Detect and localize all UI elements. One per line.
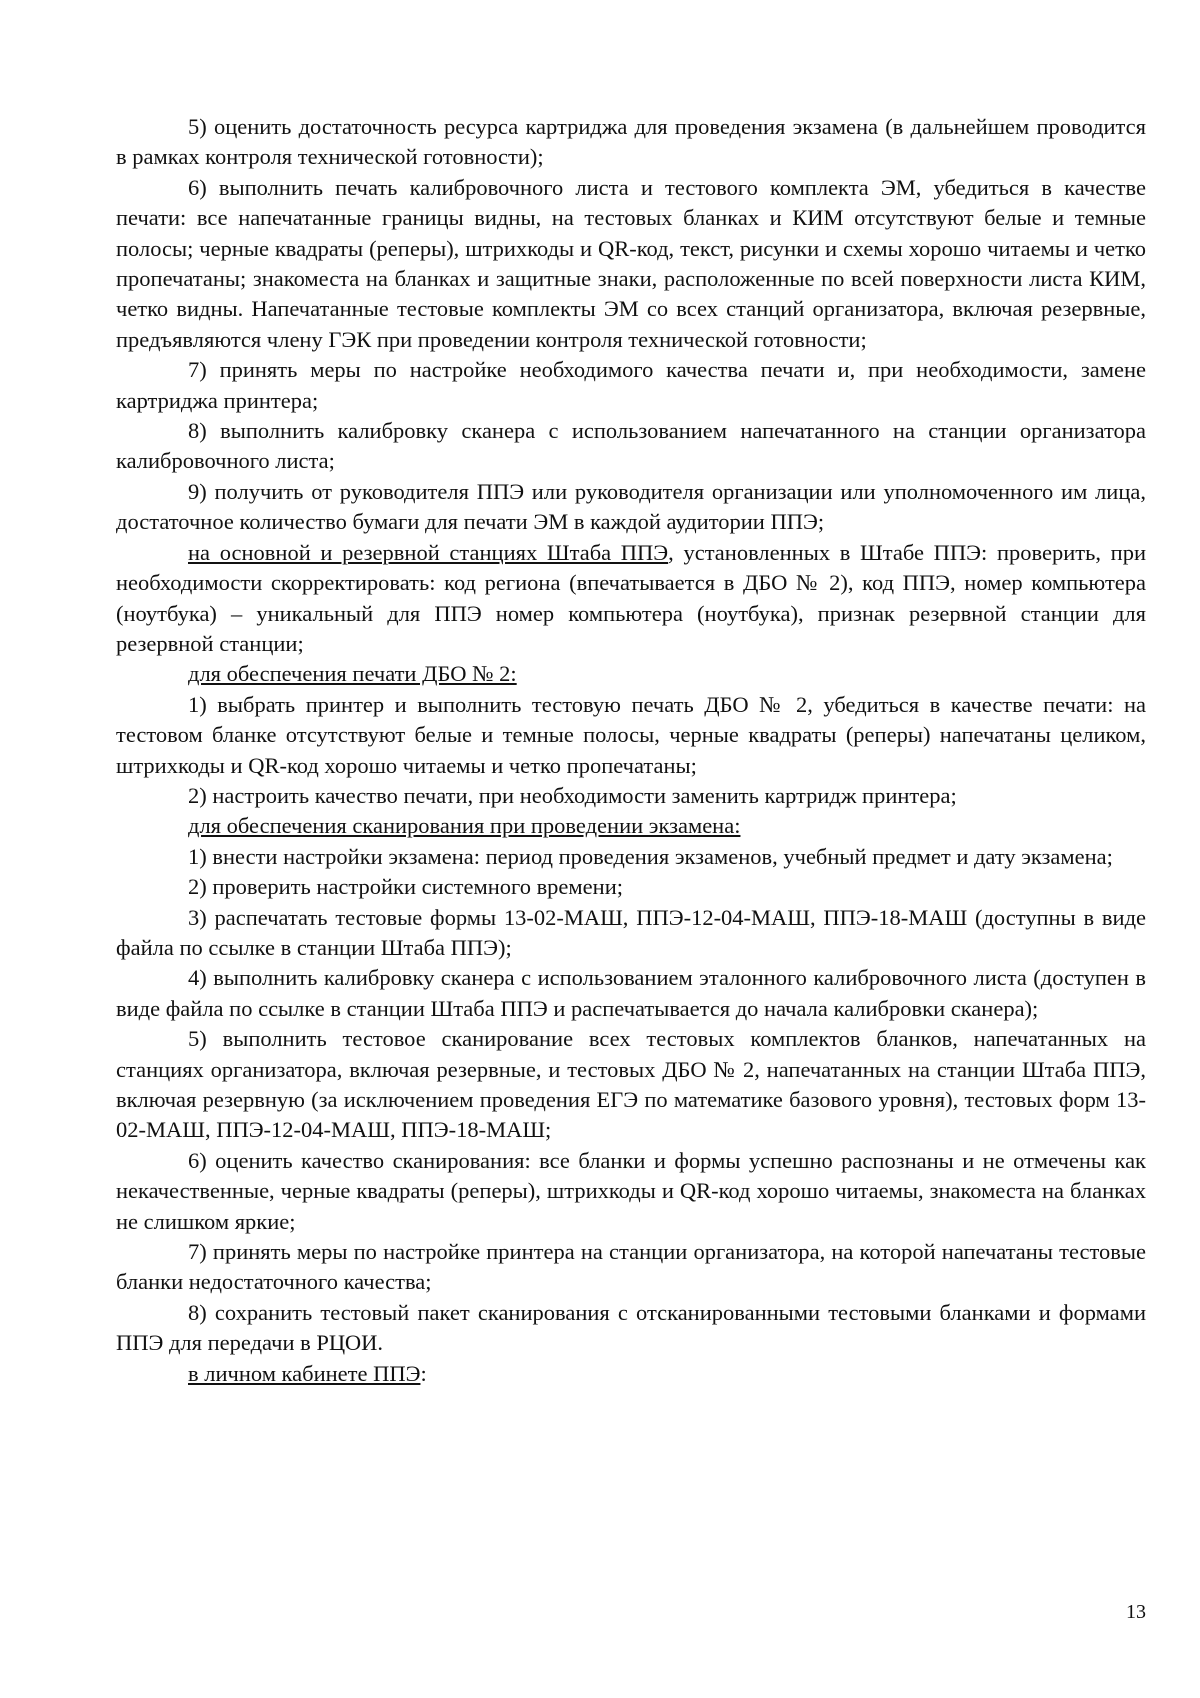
dbo-item-2: 2) настроить качество печати, при необходимости заменить картридж принтера; [188,782,957,808]
dbo-heading-paragraph [116,659,1146,689]
scan-item-1: 1) внести настройки экзамена: период проведения экзаменов, учебный предмет и дату экзамена; [188,843,1113,869]
scan-heading: для обеспечения сканирования при проведении экзамена: [188,813,741,839]
headquarters-paragraph [116,538,1146,660]
scan-item-3: 3) распечатать тестовые формы 13-02-МАШ, ППЭ-12-04-МАШ, ППЭ-18-МАШ (доступны в виде файла по ссылке в станции Штаба ППЭ); [116,904,1146,960]
document-body [116,112,1146,1389]
scan-heading-paragraph [116,811,1146,841]
page-number: 13 [1126,1601,1146,1623]
paragraph-item-8: 8) выполнить калибровку сканера с использованием напечатанного на станции организатора калибровочного листа; [116,418,1146,474]
scan-item-6: 6) оценить качество сканирования: все бланки и формы успешно распознаны и не отмечены как некачественные, черные квадраты (реперы), штрихкоды и QR-код хорошо читаемы, знакоместа на бланках не слишком яркие; [116,1147,1146,1234]
scan-item-4: 4) выполнить калибровку сканера с использованием эталонного калибровочного листа (доступен в виде файла по ссылке в станции Штаба ППЭ и распечатывается до начала калибровки сканера); [116,965,1146,1021]
paragraph-item-6: 6) выполнить печать калибровочного листа и тестового комплекта ЭМ, убедиться в качестве печати: все напечатанные границы видны, на тестовых бланках и КИМ отсутствуют белые и темные полосы; черные квадраты (реперы), штрихкоды и QR-код, текст, рисунки и схемы хорошо читаемы и четко пропечатаны; знакоместа на бланках и защитные знаки, расположенные по всей поверхности листа КИМ, четко видны. Напечатанные тестовые комплекты ЭМ со всех станций организатора, включая резервные, предъявляются члену ГЭК при проведении контроля технической готовности; [116,174,1146,352]
headquarters-heading: на основной и резервной станциях Штаба ППЭ [188,539,669,565]
scan-item-2: 2) проверить настройки системного времени; [188,874,623,900]
dbo-item-1: 1) выбрать принтер и выполнить тестовую печать ДБО № 2, убедиться в качестве печати: на тестовом бланке отсутствуют белые и темные полосы, черные квадраты (реперы) напечатаны целиком, штрихкоды и QR-код хорошо читаемы и четко пропечатаны; [116,691,1146,778]
paragraph-item-9: 9) получить от руководителя ППЭ или руководителя организации или уполномоченного им лица, достаточное количество бумаги для печати ЭМ в каждой аудитории ППЭ; [116,478,1146,535]
paragraph-item-7: 7) принять меры по настройке необходимого качества печати и, при необходимости, замене картриджа принтера; [116,357,1146,413]
cabinet-heading: в личном кабинете ППЭ [188,1360,421,1386]
scan-item-5: 5) выполнить тестовое сканирование всех тестовых комплектов бланков, напечатанных на станциях организатора, включая резервные, и тестовых ДБО № 2, напечатанных на станции Штаба ППЭ, включая резервную (за исключением проведения ЕГЭ по математике базового уровня), тестовых форм 13-02-МАШ, ППЭ-12-04-МАШ, ППЭ-18-МАШ; [116,1026,1146,1143]
scan-item-7: 7) принять меры по настройке принтера на станции организатора, на которой напечатаны тестовые бланки недостаточного качества; [116,1239,1146,1295]
cabinet-paragraph [116,1359,1146,1389]
paragraph-item-5: 5) оценить достаточность ресурса картриджа для проведения экзамена (в дальнейшем проводится в рамках контроля технической готовности); [116,114,1146,170]
dbo-heading: для обеспечения печати ДБО № 2: [188,661,517,687]
headquarters-text: , установленных в Штабе ППЭ: проверить, при необходимости скорректировать: код региона (впечатывается в ДБО № 2), код ППЭ, номер компьютера (ноутбука) – уникальный для ППЭ номер компьютера (ноутбука), признак резервной станции для резервной станции; [116,539,1146,656]
cabinet-colon: : [420,1360,427,1386]
scan-item-8: 8) сохранить тестовый пакет сканирования с отсканированными тестовыми бланками и формами ППЭ для передачи в РЦОИ. [116,1299,1146,1356]
